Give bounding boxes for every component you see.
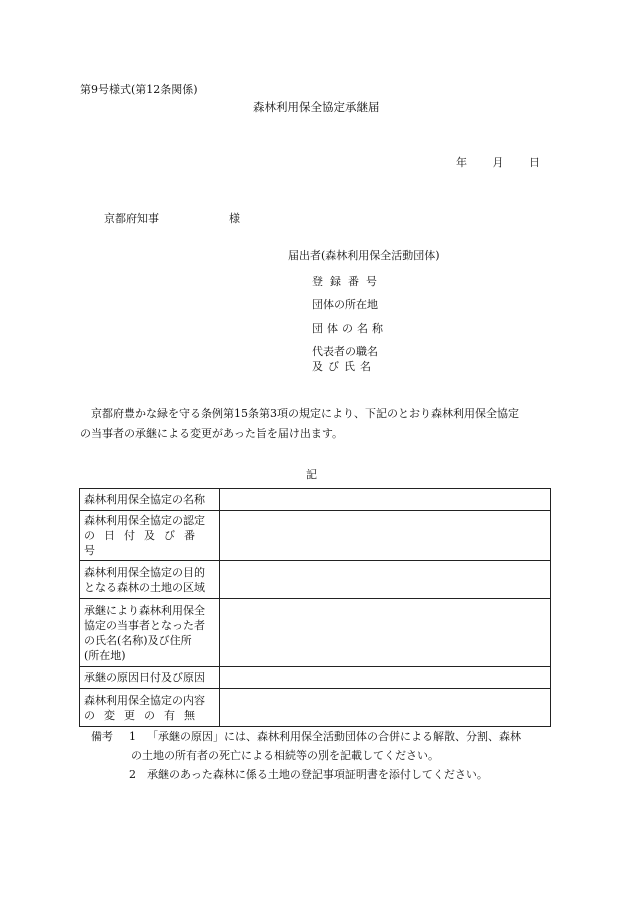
label-text: 協定の当事者となった者	[84, 618, 205, 632]
note-1-text-line1: 「承継の原因」には、森林利用保全活動団体の合併による解散、分割、森林	[147, 730, 521, 743]
note-number: 1	[129, 730, 136, 743]
representative-label-line2: 及び氏名	[312, 360, 376, 373]
label-text: の氏名(名称)及び住所	[84, 633, 192, 647]
date-day: 日	[529, 156, 540, 169]
note-1-text-line2: の土地の所有者の死亡による相続等の別を記載してください。	[131, 749, 439, 762]
note-2	[91, 765, 561, 784]
label-text: 森林利用保全協定の名称	[84, 493, 205, 506]
group-name-label: 団体の名称	[312, 322, 387, 335]
table-row	[80, 511, 551, 561]
row-label	[80, 561, 220, 599]
notes-label: 備考	[91, 730, 113, 743]
label-text: 森林利用保全協定の目的	[84, 565, 205, 579]
label-text: 承継の原因日付及び原因	[84, 671, 205, 684]
row-value-cell[interactable]	[220, 489, 551, 511]
label-text: の日付及び番号	[84, 529, 204, 557]
date-month: 月	[492, 156, 504, 169]
registration-number-label: 登録番号	[312, 275, 384, 288]
label-text: (所在地)	[84, 648, 126, 662]
label-text: 森林利用保全協定の内容	[84, 693, 205, 707]
row-label	[80, 599, 220, 667]
applicant-heading: 届出者(森林利用保全活動団体)	[288, 249, 440, 262]
ki-heading: 記	[306, 468, 317, 481]
table-row	[80, 667, 551, 689]
table-row	[80, 599, 551, 667]
label-text: となる森林の土地の区域	[84, 580, 205, 594]
addressee-honorific: 様	[229, 212, 240, 225]
row-label	[80, 689, 220, 727]
table-row	[80, 561, 551, 599]
row-value-cell[interactable]	[220, 667, 551, 689]
label-text: 承継により森林利用保全	[84, 603, 205, 617]
representative-label-line1: 代表者の職名	[312, 345, 378, 358]
date-year: 年	[456, 156, 467, 169]
body-line-1-text: 京都府豊かな緑を守る条例第15条第3項の規定により、下記のとおり森林利用保全協定	[91, 407, 519, 420]
body-line-1	[80, 404, 560, 424]
notes-section	[91, 727, 561, 784]
row-label	[80, 511, 220, 561]
note-1	[91, 727, 561, 746]
note-number: 2	[129, 768, 136, 781]
details-table	[79, 488, 551, 727]
body-text	[80, 404, 560, 444]
addressee: 京都府知事	[104, 212, 159, 225]
row-value-cell[interactable]	[220, 511, 551, 561]
body-line-2: の当事者の承継による変更があった旨を届け出ます。	[80, 427, 344, 440]
group-address-label: 団体の所在地	[312, 298, 378, 311]
row-label	[80, 489, 220, 511]
document-title: 森林利用保全協定承継届	[253, 100, 380, 114]
row-value-cell[interactable]	[220, 561, 551, 599]
row-value-cell[interactable]	[220, 689, 551, 727]
row-label	[80, 667, 220, 689]
date-line	[456, 156, 540, 169]
label-text: の変更の有無	[84, 708, 204, 722]
table-row	[80, 689, 551, 727]
table-row	[80, 489, 551, 511]
row-value-cell[interactable]	[220, 599, 551, 667]
label-text: 森林利用保全協定の認定	[84, 514, 205, 527]
note-2-text: 承継のあった森林に係る土地の登記事項証明書を添付してください。	[147, 768, 488, 781]
form-number: 第9号様式(第12条関係)	[80, 83, 198, 96]
